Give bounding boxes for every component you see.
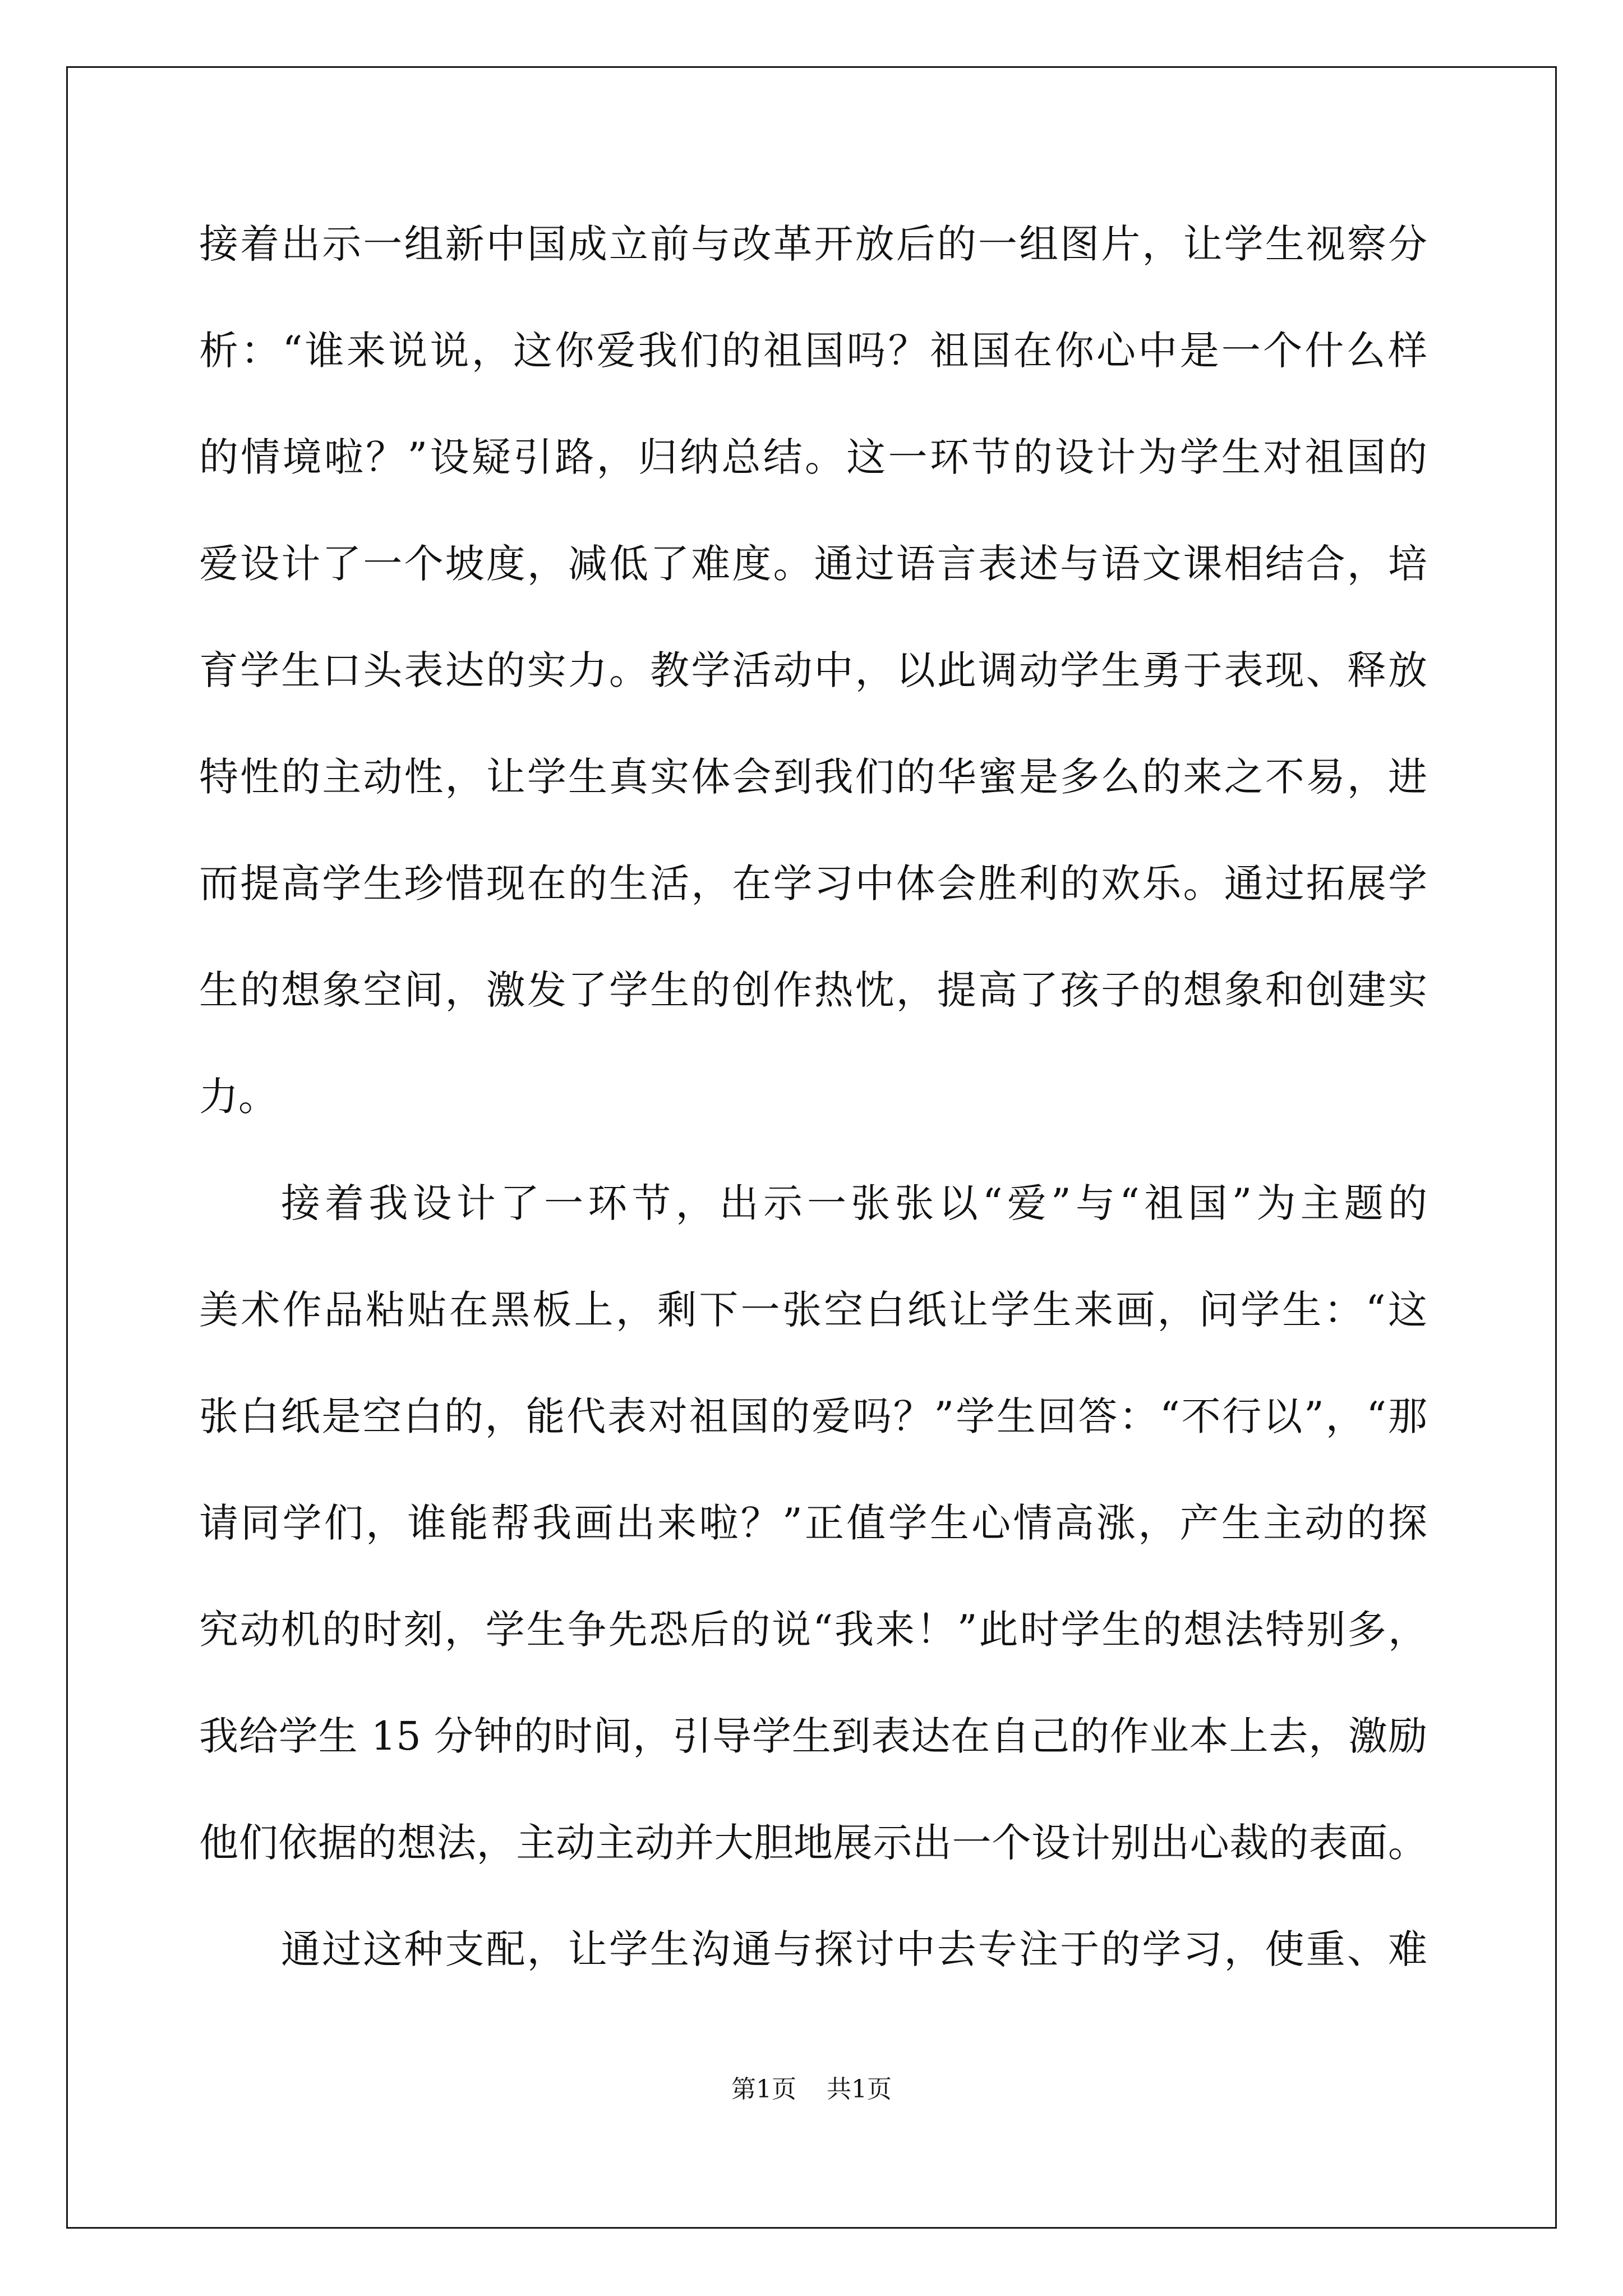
text-line: 的情境啦？”设疑引路，归纳总结。这一环节的设计为学生对祖国的 <box>199 434 1427 480</box>
text-line: 接着出示一组新中国成立前与改革开放后的一组图片，让学生视察分 <box>199 221 1427 267</box>
text-line: 我给学生 15 分钟的时间，引导学生到表达在自己的作业本上去，激励 <box>199 1713 1427 1759</box>
text-line: 爱设计了一个坡度，减低了难度。通过语言表述与语文课相结合，培 <box>199 541 1427 587</box>
text-line: 请同学们，谁能帮我画出来啦？”正值学生心情高涨，产生主动的探 <box>199 1500 1427 1546</box>
text-line: 生的想象空间，激发了学生的创作热忱，提高了孩子的想象和创建实 <box>199 967 1427 1013</box>
page-number: 第1页 <box>731 2075 796 2104</box>
text-line: 而提高学生珍惜现在的生活，在学习中体会胜利的欢乐。通过拓展学 <box>199 861 1427 907</box>
text-line: 张白纸是空白的，能代表对祖国的爱吗？”学生回答：“不行以”，“那 <box>199 1393 1427 1439</box>
text-line: 析：“谁来说说，这你爱我们的祖国吗？祖国在你心中是一个什么样 <box>199 328 1427 374</box>
text-line: 他们依据的想法，主动主动并大胆地展示出一个设计别出心裁的表面。 <box>199 1820 1427 1866</box>
text-line: 育学生口头表达的实力。教学活动中，以此调动学生勇于表现、释放 <box>199 647 1427 693</box>
text-line: 究动机的时刻，学生争先恐后的说“我来！”此时学生的想法特别多， <box>199 1607 1427 1653</box>
text-line: 美术作品粘贴在黑板上，剩下一张空白纸让学生来画，问学生：“这 <box>199 1287 1427 1333</box>
text-line: 通过这种支配，让学生沟通与探讨中去专注于的学习，使重、难 <box>281 1926 1427 1972</box>
page-footer <box>0 2073 1623 2106</box>
text-line: 接着我设计了一环节，出示一张张以“爱”与“祖国”为主题的 <box>281 1180 1427 1226</box>
text-line: 力。 <box>199 1074 278 1120</box>
text-line: 特性的主动性，让学生真实体会到我们的华蜜是多么的来之不易，进 <box>199 754 1427 800</box>
page-total: 共1页 <box>827 2075 892 2104</box>
page-border <box>66 66 1557 2229</box>
